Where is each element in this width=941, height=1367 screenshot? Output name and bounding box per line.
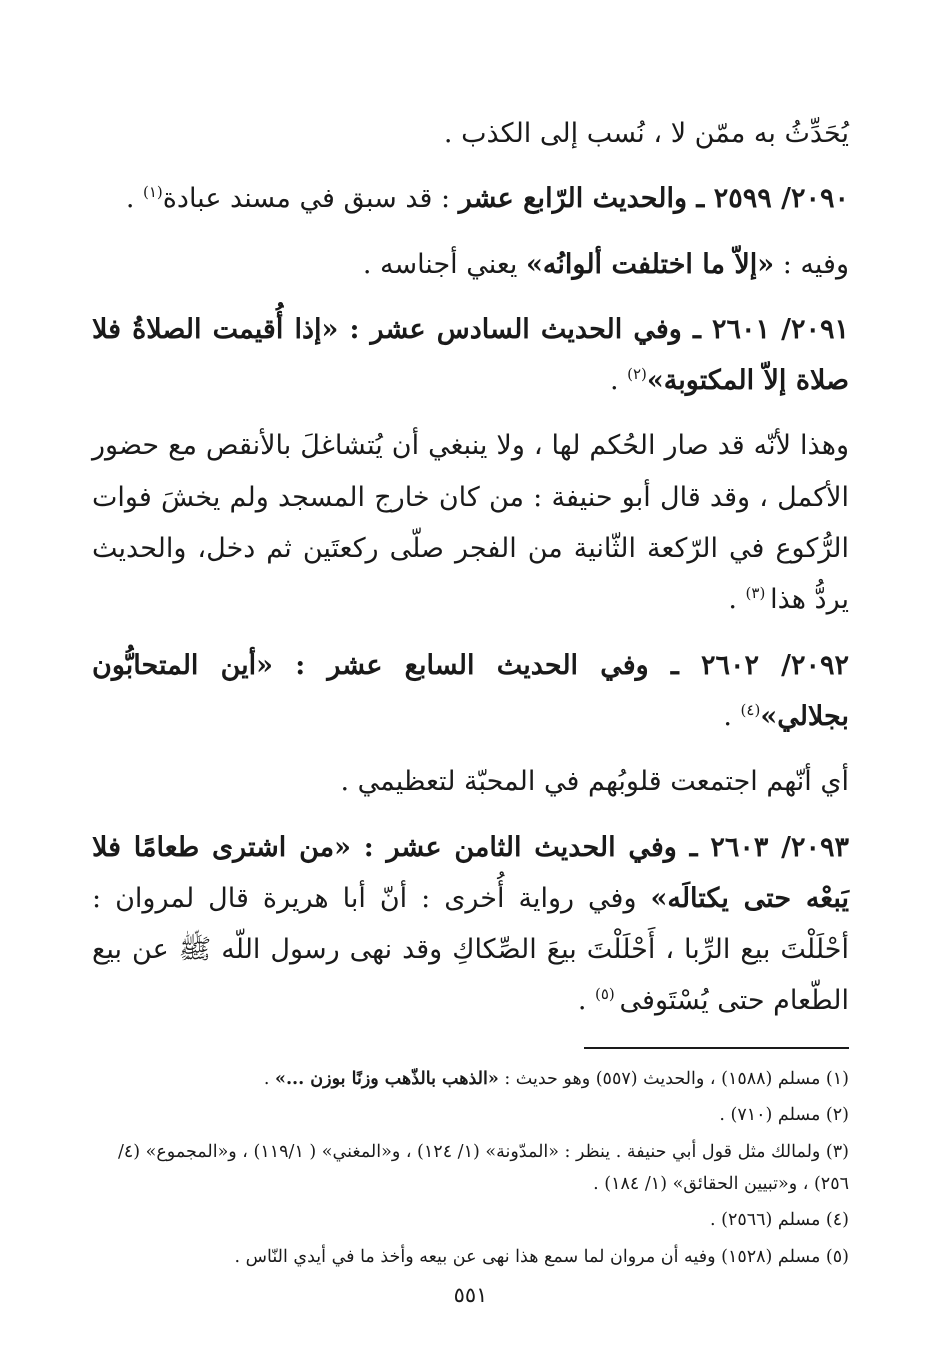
footnote-text: (١) مسلم (١٥٨٨) ، والحديث (٥٥٧) وهو حديث :: [498, 1068, 849, 1089]
paragraph-text: يعني أجناسه .: [362, 248, 526, 280]
paragraph-tail: .: [577, 985, 595, 1017]
hadith-heading: ٢٠٩٣/ ٢٦٠٣ ـ وفي الحديث الثامن عشر : «من اشترى طعامًا فلا يَبعْه حتى يكتالَه»: [92, 831, 849, 914]
footnote-text: (٣) ولمالك مثل قول أبي حنيفة . ينظر : «المدّونة» (١/ ١٢٤) ، و«المغني» ( ١١٩/١) ، و«المجموع» (٤/ ٢٥٦) ، و«تبيين الحقائق» (١/ ١٨٤) .: [117, 1141, 849, 1194]
footnote-ref: (٣): [745, 584, 771, 603]
footnote-tail: .: [263, 1068, 275, 1089]
footnote-ref: (٢): [627, 365, 647, 384]
paragraph-text: أي أنّهم اجتمعت قلوبُهم في المحبّة لتعظيمي .: [340, 766, 849, 798]
footnote-text: (٥) مسلم (١٥٢٨) وفيه أن مروان لما سمع هذا نهى عن بيعه وأخذ ما في أيدي النّاس .: [234, 1246, 849, 1267]
footnote-text: (٢) مسلم (٧١٠) .: [719, 1105, 849, 1126]
paragraph-tail: .: [125, 183, 143, 215]
footnotes: [92, 1063, 849, 1273]
main-text: [92, 108, 849, 1027]
footnote-quote: «الذهب بالذّهب وزنًا بوزن ...»: [275, 1068, 499, 1089]
hadith-heading: ٢٠٩٠/ ٢٥٩٩ ـ والحديث الرّابع عشر: [458, 183, 849, 215]
footnote-ref: (٤): [740, 700, 761, 719]
paragraph-hadith-2092: [92, 640, 849, 743]
paragraph-1: [92, 108, 849, 159]
footnote-4: [92, 1204, 849, 1236]
paragraph-7: [92, 756, 849, 807]
footnote-ref: (١): [143, 183, 163, 202]
paragraph-text: وفي رواية أُخرى : أنّ أبا هريرة قال لمروان : أحْلَلْتَ بيع الرِّبا ، أَحْلَلْتَ بيعَ الصِّكاكِ وقد نهى رسول اللّه ﷺ عن بيع الطّعام حتى يُسْتَوفى: [92, 882, 849, 1017]
hadith-heading: ٢٠٩١/ ٢٦٠١ ـ وفي الحديث السادس عشر : «إذا أُقيمت الصلاةُ فلا صلاة إلاّ المكتوبة»: [92, 313, 849, 397]
paragraph-hadith-2093: [92, 822, 849, 1027]
footnote-divider: [584, 1047, 849, 1049]
footnote-text: (٤) مسلم (٢٥٦٦) .: [709, 1210, 849, 1231]
paragraph-hadith-2090: [92, 173, 849, 224]
footnote-2: [92, 1099, 849, 1131]
footnote-1: [92, 1063, 849, 1095]
paragraph-text: يُحَدِّثُ به ممّن لا ، نُسب إلى الكذب .: [443, 118, 849, 149]
footnote-3: [92, 1136, 849, 1201]
paragraph-5: [92, 420, 849, 625]
footnote-5: [92, 1241, 849, 1273]
paragraph-tail: .: [723, 700, 741, 732]
paragraph-tail: .: [609, 365, 628, 397]
page-number: ٥٥١: [453, 1283, 488, 1307]
paragraph-text: وفيه :: [774, 248, 849, 280]
quoted-hadith: «إلاّ ما اختلفت ألوانُه»: [526, 248, 775, 280]
hadith-heading: ٢٠٩٢/ ٢٦٠٢ ـ وفي الحديث السابع عشر : «أين المتحابُّون بجلالي»: [92, 649, 849, 732]
paragraph-tail: .: [728, 584, 746, 616]
paragraph-3: [92, 239, 849, 290]
paragraph-hadith-2091: [92, 304, 849, 407]
paragraph-text: : قد سبق في مسند عبادة: [162, 183, 459, 215]
footnote-ref: (٥): [594, 985, 620, 1004]
paragraph-text: وهذا لأنّه قد صار الحُكم لها ، ولا ينبغي أن يُتشاغلَ بالأنقص مع حضور الأكمل ، وقد قال أبو حنيفة : من كان خارج المسجد ولم يخشَ فوات الرُّكوع في الرّكعة الثّانية من الفجر صلّى ركعتَين ثم دخل، والحديث يردُّ هذا: [92, 430, 849, 616]
